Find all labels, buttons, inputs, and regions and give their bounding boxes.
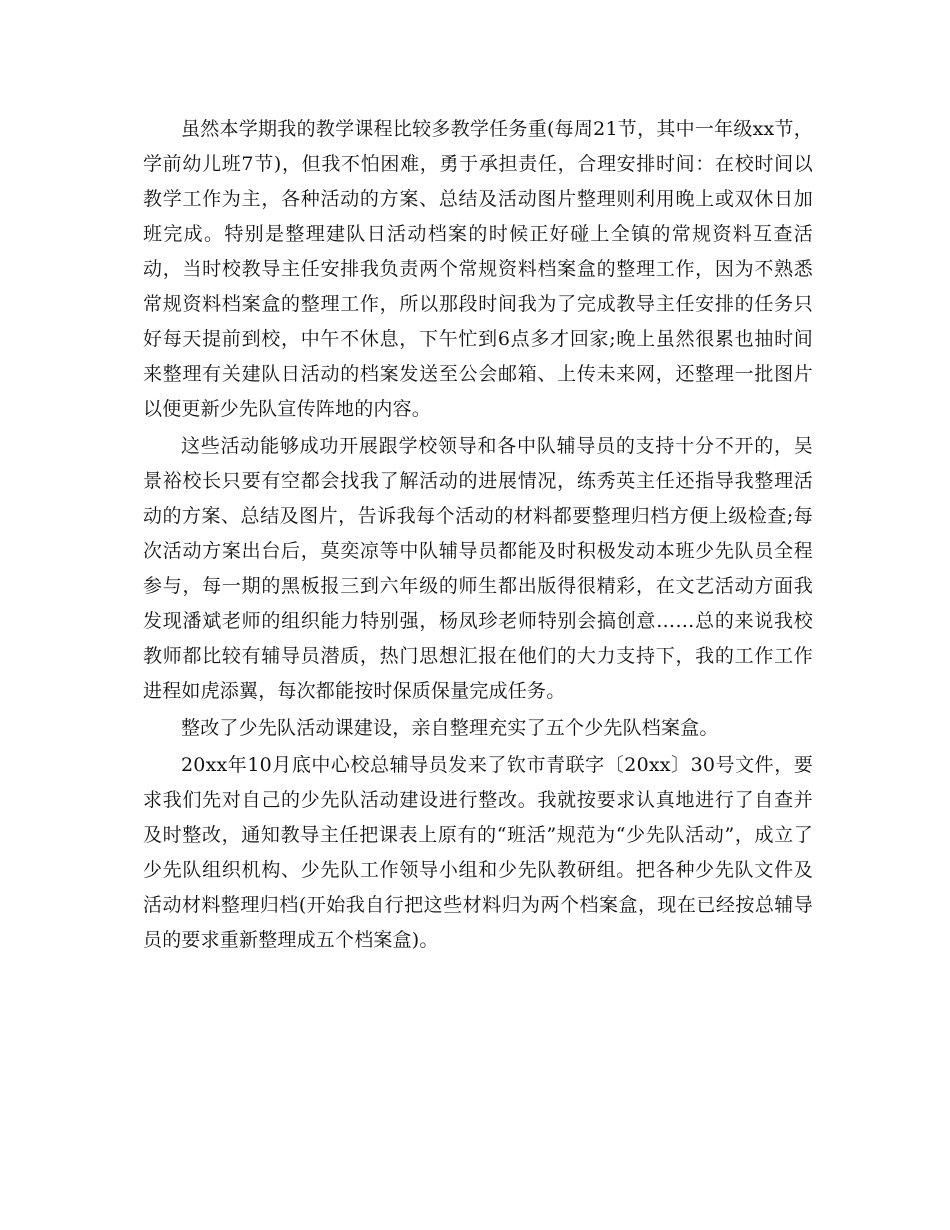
paragraph-2: 这些活动能够成功开展跟学校领导和各中队辅导员的支持十分不开的，吴景裕校长只要有空都会找我了解活动的进展情况，练秀英主任还指导我整理活动的方案、总结及图片，告诉我每个活动的材料都要整理归档方便上级检查;每次活动方案出台后，莫奕凉等中队辅导员都能及时积极发动本班少先队员全程参与，每一期的黑板报三到六年级的师生都出版得很精彩，在文艺活动方面我发现潘斌老师的组织能力特别强，杨凤珍老师特别会搞创意……总的来说我校教师都比较有辅导员潜质，热门思想汇报在他们的大力支持下，我的工作工作进程如虎添翼，每次都能按时保质保量完成任务。 (143, 435, 813, 702)
paragraph-1: 虽然本学期我的教学课程比较多教学任务重(每周21节，其中一年级xx节，学前幼儿班7节)，但我不怕困难，勇于承担责任，合理安排时间：在校时间以教学工作为主，各种活动的方案、总结及活动图片整理则利用晚上或双休日加班完成。特别是整理建队日活动档案的时候正好碰上全镇的常规资料互查活动，当时校教导主任安排我负责两个常规资料档案盒的整理工作，因为不熟悉常规资料档案盒的整理工作，所以那段时间我为了完成教导主任安排的任务只好每天提前到校，中午不休息，下午忙到6点多才回家;晚上虽然很累也抽时间来整理有关建队日活动的档案发送至公会邮箱、上传未来网，还整理一批图片以便更新少先队宣传阵地的内容。 (143, 118, 813, 420)
document-body (143, 112, 813, 960)
paragraph-3: 整改了少先队活动课建设，亲自整理充实了五个少先队档案盒。 (181, 717, 719, 739)
paragraph-4: 20xx年10月底中心校总辅导员发来了钦市青联字〔20xx〕30号文件，要求我们先对自己的少先队活动建设进行整改。我就按要求认真地进行了自查并及时整改，通知教导主任把课表上原有的“班活”规范为“少先队活动”，成立了少先队组织机构、少先队工作领导小组和少先队教研组。把各种少先队文件及活动材料整理归档(开始我自行把这些材料归为两个档案盒，现在已经按总辅导员的要求重新整理成五个档案盒)。 (143, 754, 813, 951)
